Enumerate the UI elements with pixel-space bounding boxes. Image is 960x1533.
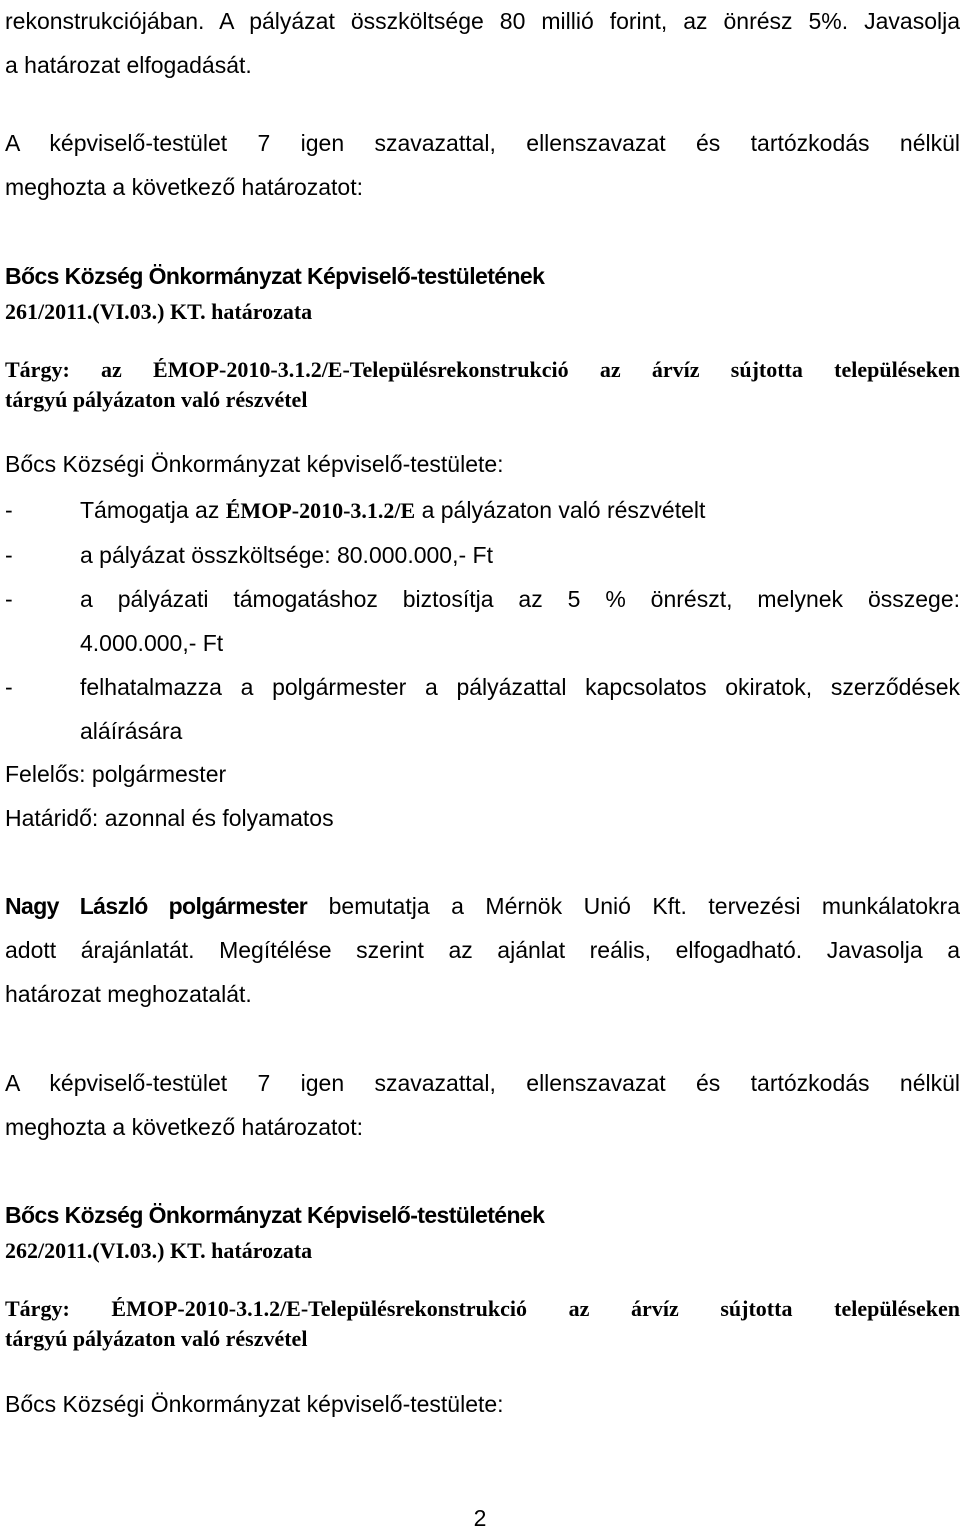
offer-line-2: adott árajánlatát. Megítélése szerint az ajánlat reális, elfogadható. Javasolja a [5,937,960,963]
page-number: 2 [473,1505,487,1531]
vote2-line-2: meghozta a következő határozatot: [5,1114,363,1140]
list-dash: - [5,674,13,700]
resolution-2-body-title: Bőcs Községi Önkormányzat képviselő-testülete: [5,1391,504,1417]
list-item [5,488,960,533]
resolution-2-number-text: 262/2011.(VI.03.) KT. határozata [5,1238,313,1263]
program-code: ÉMOP-2010-3.1.2/E [225,498,416,523]
list-item-post: a pályázaton való részvételt [415,497,706,523]
list-dash: - [5,497,13,523]
list-item [5,665,960,753]
resolution-1-number [5,297,960,327]
resolution-1-subject-text: az ÉMOP-2010-3.1.2/E-Településrekonstrukció az árvíz sújtotta településeken [101,357,960,382]
list-item [5,533,960,577]
list-item-text-line-2: aláírására [80,718,183,744]
deadline-line: Határidő: azonnal és folyamatos [5,805,334,831]
intro-line-2: a határozat elfogadását. [5,52,252,78]
offer-paragraph [5,884,960,1016]
resolution-1-subject-line-1 [5,355,960,385]
resolution-1-body-title: Bőcs Községi Önkormányzat képviselő-testülete: [5,451,504,477]
resolution-2-number [5,1236,960,1266]
resolution-2-subject-line-1 [5,1294,960,1324]
subject-label: Tárgy: [5,1296,70,1321]
vote2-line-1: A képviselő-testület 7 igen szavazattal, ellenszavazat és tartózkodás nélkül [5,1070,960,1096]
responsible-line: Felelős: polgármester [5,761,227,787]
list-dash: - [5,542,13,568]
subject-label: Tárgy: [5,357,70,382]
list-item-text [80,488,960,533]
resolution-1-subject-line-2: tárgyú pályázaton való részvétel [5,387,308,412]
list-dash: - [5,586,13,612]
resolution-2-heading: Bőcs Község Önkormányzat Képviselő-testületének [5,1202,545,1228]
vote-paragraph-2 [5,1061,960,1149]
list-item-text-line-1: a pályázati támogatáshoz biztosítja az 5 % önrészt, melynek összege: [80,586,960,612]
vote-paragraph-1 [5,121,960,209]
resolution-1-list [5,488,960,753]
list-item-pre: Támogatja az [80,497,226,523]
speaker-name: Nagy László polgármester [5,893,308,919]
vote1-line-1: A képviselő-testület 7 igen szavazattal, ellenszavazat és tartózkodás nélkül [5,130,960,156]
resolution-2-subject-text: ÉMOP-2010-3.1.2/E-Településrekonstrukció az árvíz sújtotta településeken [111,1296,960,1321]
resolution-1-number-text: 261/2011.(VI.03.) KT. határozata [5,299,313,324]
vote1-line-2: meghozta a következő határozatot: [5,174,363,200]
intro-paragraph [5,0,960,87]
resolution-2-subject [5,1294,960,1354]
offer-line-1 [5,884,960,928]
list-item [5,577,960,665]
offer-line-3: határozat meghozatalát. [5,981,252,1007]
list-item-text-line-2: 4.000.000,- Ft [80,630,224,656]
resolution-1-heading: Bőcs Község Önkormányzat Képviselő-testületének [5,263,545,289]
list-item-text: a pályázat összköltsége: 80.000.000,- Ft [80,542,493,568]
list-item-text-line-1: felhatalmazza a polgármester a pályázattal kapcsolatos okiratok, szerződések [80,674,960,700]
resolution-1-subject [5,355,960,415]
resolution-2-subject-line-2: tárgyú pályázaton való részvétel [5,1326,308,1351]
offer-line-1-rest: bemutatja a Mérnök Unió Kft. tervezési munkálatokra [307,893,960,919]
intro-line-1: rekonstrukciójában. A pályázat összköltsége 80 millió forint, az önrész 5%. Javasolja [5,8,960,34]
